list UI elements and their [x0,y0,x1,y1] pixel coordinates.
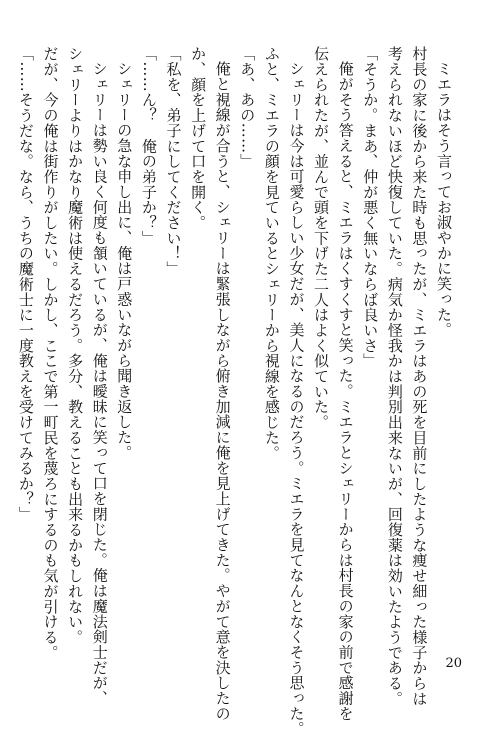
text-line: 「……そうだな。なら、うちの魔術士に一度教えを受けてみるか？」 [16,46,35,522]
text-line: ふと、ミエラの顔を見ているとシェリーから視線を感じた。 [262,46,281,461]
text-line: だが、今の俺は街作りがしたい。しかし、ここで第一町民を蔑ろにするのも気が引ける。 [41,46,60,660]
page-number: 20 [445,656,462,671]
text-line: シェリーよりはかなり魔術は使えるだろう。多分、教えることも出来るかもしれない。 [66,46,85,645]
text-line: 「そうか。まあ、仲が悪く無いならば良いさ」 [361,46,380,369]
text-line: か、顔を上げて口を開く。 [189,46,208,231]
text-line: 考えられないほど快復していた。病気か怪我かは判別出来ないが、回復薬は効いたようである。 [385,46,404,707]
text-line: シェリーは今は可愛らしい少女だが、美人になるのだろう。ミエラを見てなんとなくそう思った。 [287,61,306,736]
text-line: ミエラはそう言ってお淑やかに笑った。 [435,61,453,338]
text-line: 「私を、弟子にしてください！」 [164,46,183,277]
text-line: 村長の家に後から来た時も思ったが、ミエラはあの死を目前にしたような痩せ細った様子からは [410,46,429,707]
text-line: シェリーの急な申し出に、俺は戸惑いながら聞き返した。 [115,61,134,461]
text-line: 「……ん？ 俺の弟子か？」 [139,46,158,246]
text-line: 「あ、あの……」 [238,46,257,169]
text-line: 俺と視線が合うと、シェリーは緊張しながら俯き加減に俺を見上げてきた。やがて意を決したの [213,61,232,722]
text-line: 俺がそう答えると、ミエラはくすくすと笑った。ミエラとシェリーからは村長の家の前で感謝を [336,61,355,722]
text-line: 伝えられたが、並んで頭を下げた二人はよく似ていた。 [312,46,331,430]
text-line: シェリーは勢い良く何度も頷いているが、俺は曖昧に笑って口を閉じた。俺は魔法剣士だが、 [90,61,109,706]
